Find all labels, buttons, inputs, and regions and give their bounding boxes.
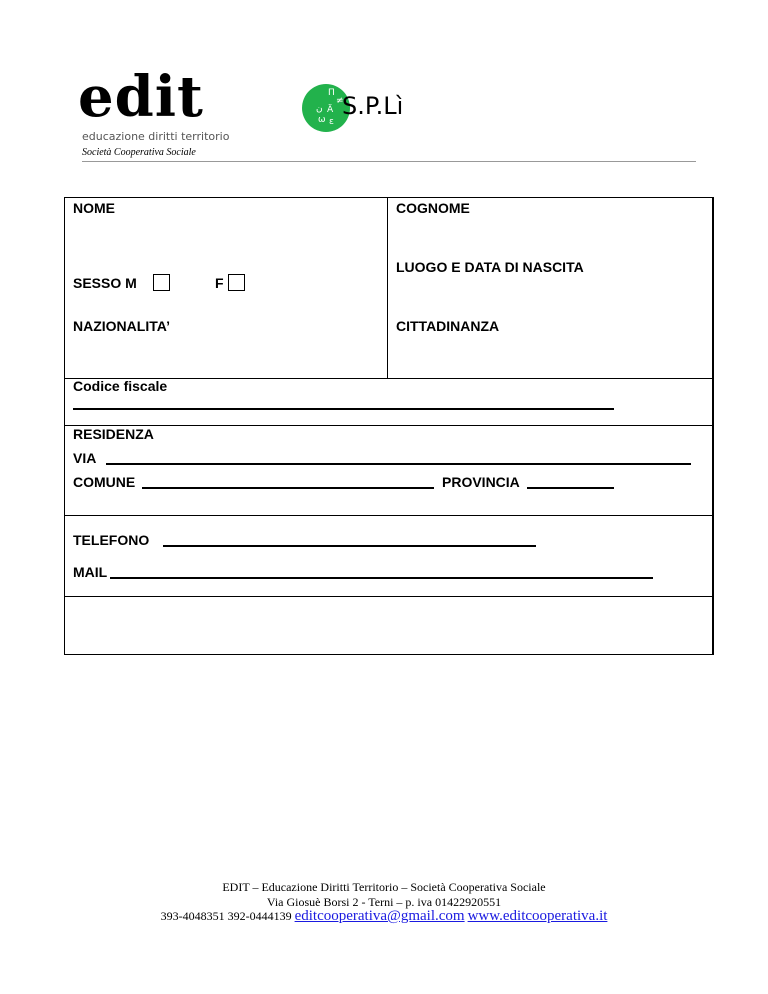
- footer-email-link[interactable]: editcooperativa@gmail.com: [294, 908, 465, 924]
- row-divider: [65, 596, 712, 597]
- spli-glyph-icon: ω: [318, 115, 326, 125]
- row-divider: [65, 515, 712, 516]
- sesso-f-checkbox[interactable]: [228, 274, 245, 291]
- codice-fiscale-label: Codice fiscale: [73, 378, 168, 394]
- residenza-label: RESIDENZA: [73, 426, 154, 442]
- logo-word: edit: [78, 64, 204, 130]
- mail-label: MAIL: [73, 564, 108, 580]
- spli-glyph-icon: Π: [328, 88, 335, 98]
- registration-form: [64, 197, 714, 655]
- comune-field[interactable]: [142, 487, 434, 489]
- nazionalita-label: NAZIONALITA’: [73, 318, 170, 334]
- spli-glyph-icon: Ä: [327, 105, 334, 115]
- spli-glyph-icon: ≠: [336, 96, 344, 106]
- spli-logo-text: S.P.Lì: [342, 92, 404, 120]
- mail-field[interactable]: [110, 577, 653, 579]
- luogo-data-nascita-label: LUOGO E DATA DI NASCITA: [396, 259, 584, 275]
- footer-line-1: EDIT – Educazione Diritti Territorio – Società Cooperativa Sociale: [222, 880, 546, 894]
- sesso-m-checkbox[interactable]: [153, 274, 170, 291]
- sesso-f-label: F: [215, 275, 224, 291]
- comune-label: COMUNE: [73, 474, 136, 490]
- provincia-field[interactable]: [527, 487, 614, 489]
- via-field[interactable]: [106, 463, 691, 465]
- cooperative-label: Società Cooperativa Sociale: [82, 147, 196, 158]
- column-divider: [387, 198, 388, 378]
- header-divider: [82, 161, 696, 162]
- telefono-label: TELEFONO: [73, 532, 150, 548]
- provincia-label: PROVINCIA: [442, 474, 520, 490]
- sesso-m-label: SESSO M: [73, 275, 137, 291]
- via-label: VIA: [73, 450, 97, 466]
- footer-line-2: Via Giosuè Borsi 2 - Terni – p. iva 01422920551: [266, 895, 502, 909]
- edit-logo: [78, 64, 230, 158]
- footer-website-link[interactable]: www.editcooperativa.it: [467, 908, 608, 924]
- telefono-field[interactable]: [163, 545, 536, 547]
- spli-glyph-icon: ن: [316, 104, 323, 114]
- cognome-label: COGNOME: [396, 200, 470, 216]
- spli-logo: [302, 78, 442, 132]
- cittadinanza-label: CITTADINANZA: [396, 318, 500, 334]
- row-divider: [65, 425, 712, 426]
- logo-tagline: educazione diritti territorio: [82, 130, 230, 143]
- footer-contacts: [0, 909, 768, 924]
- codice-fiscale-field[interactable]: [73, 408, 614, 410]
- footer-phones: 393-4048351 392-0444139: [160, 909, 295, 923]
- spli-glyph-icon: ε: [329, 117, 334, 127]
- nome-label: NOME: [73, 200, 115, 216]
